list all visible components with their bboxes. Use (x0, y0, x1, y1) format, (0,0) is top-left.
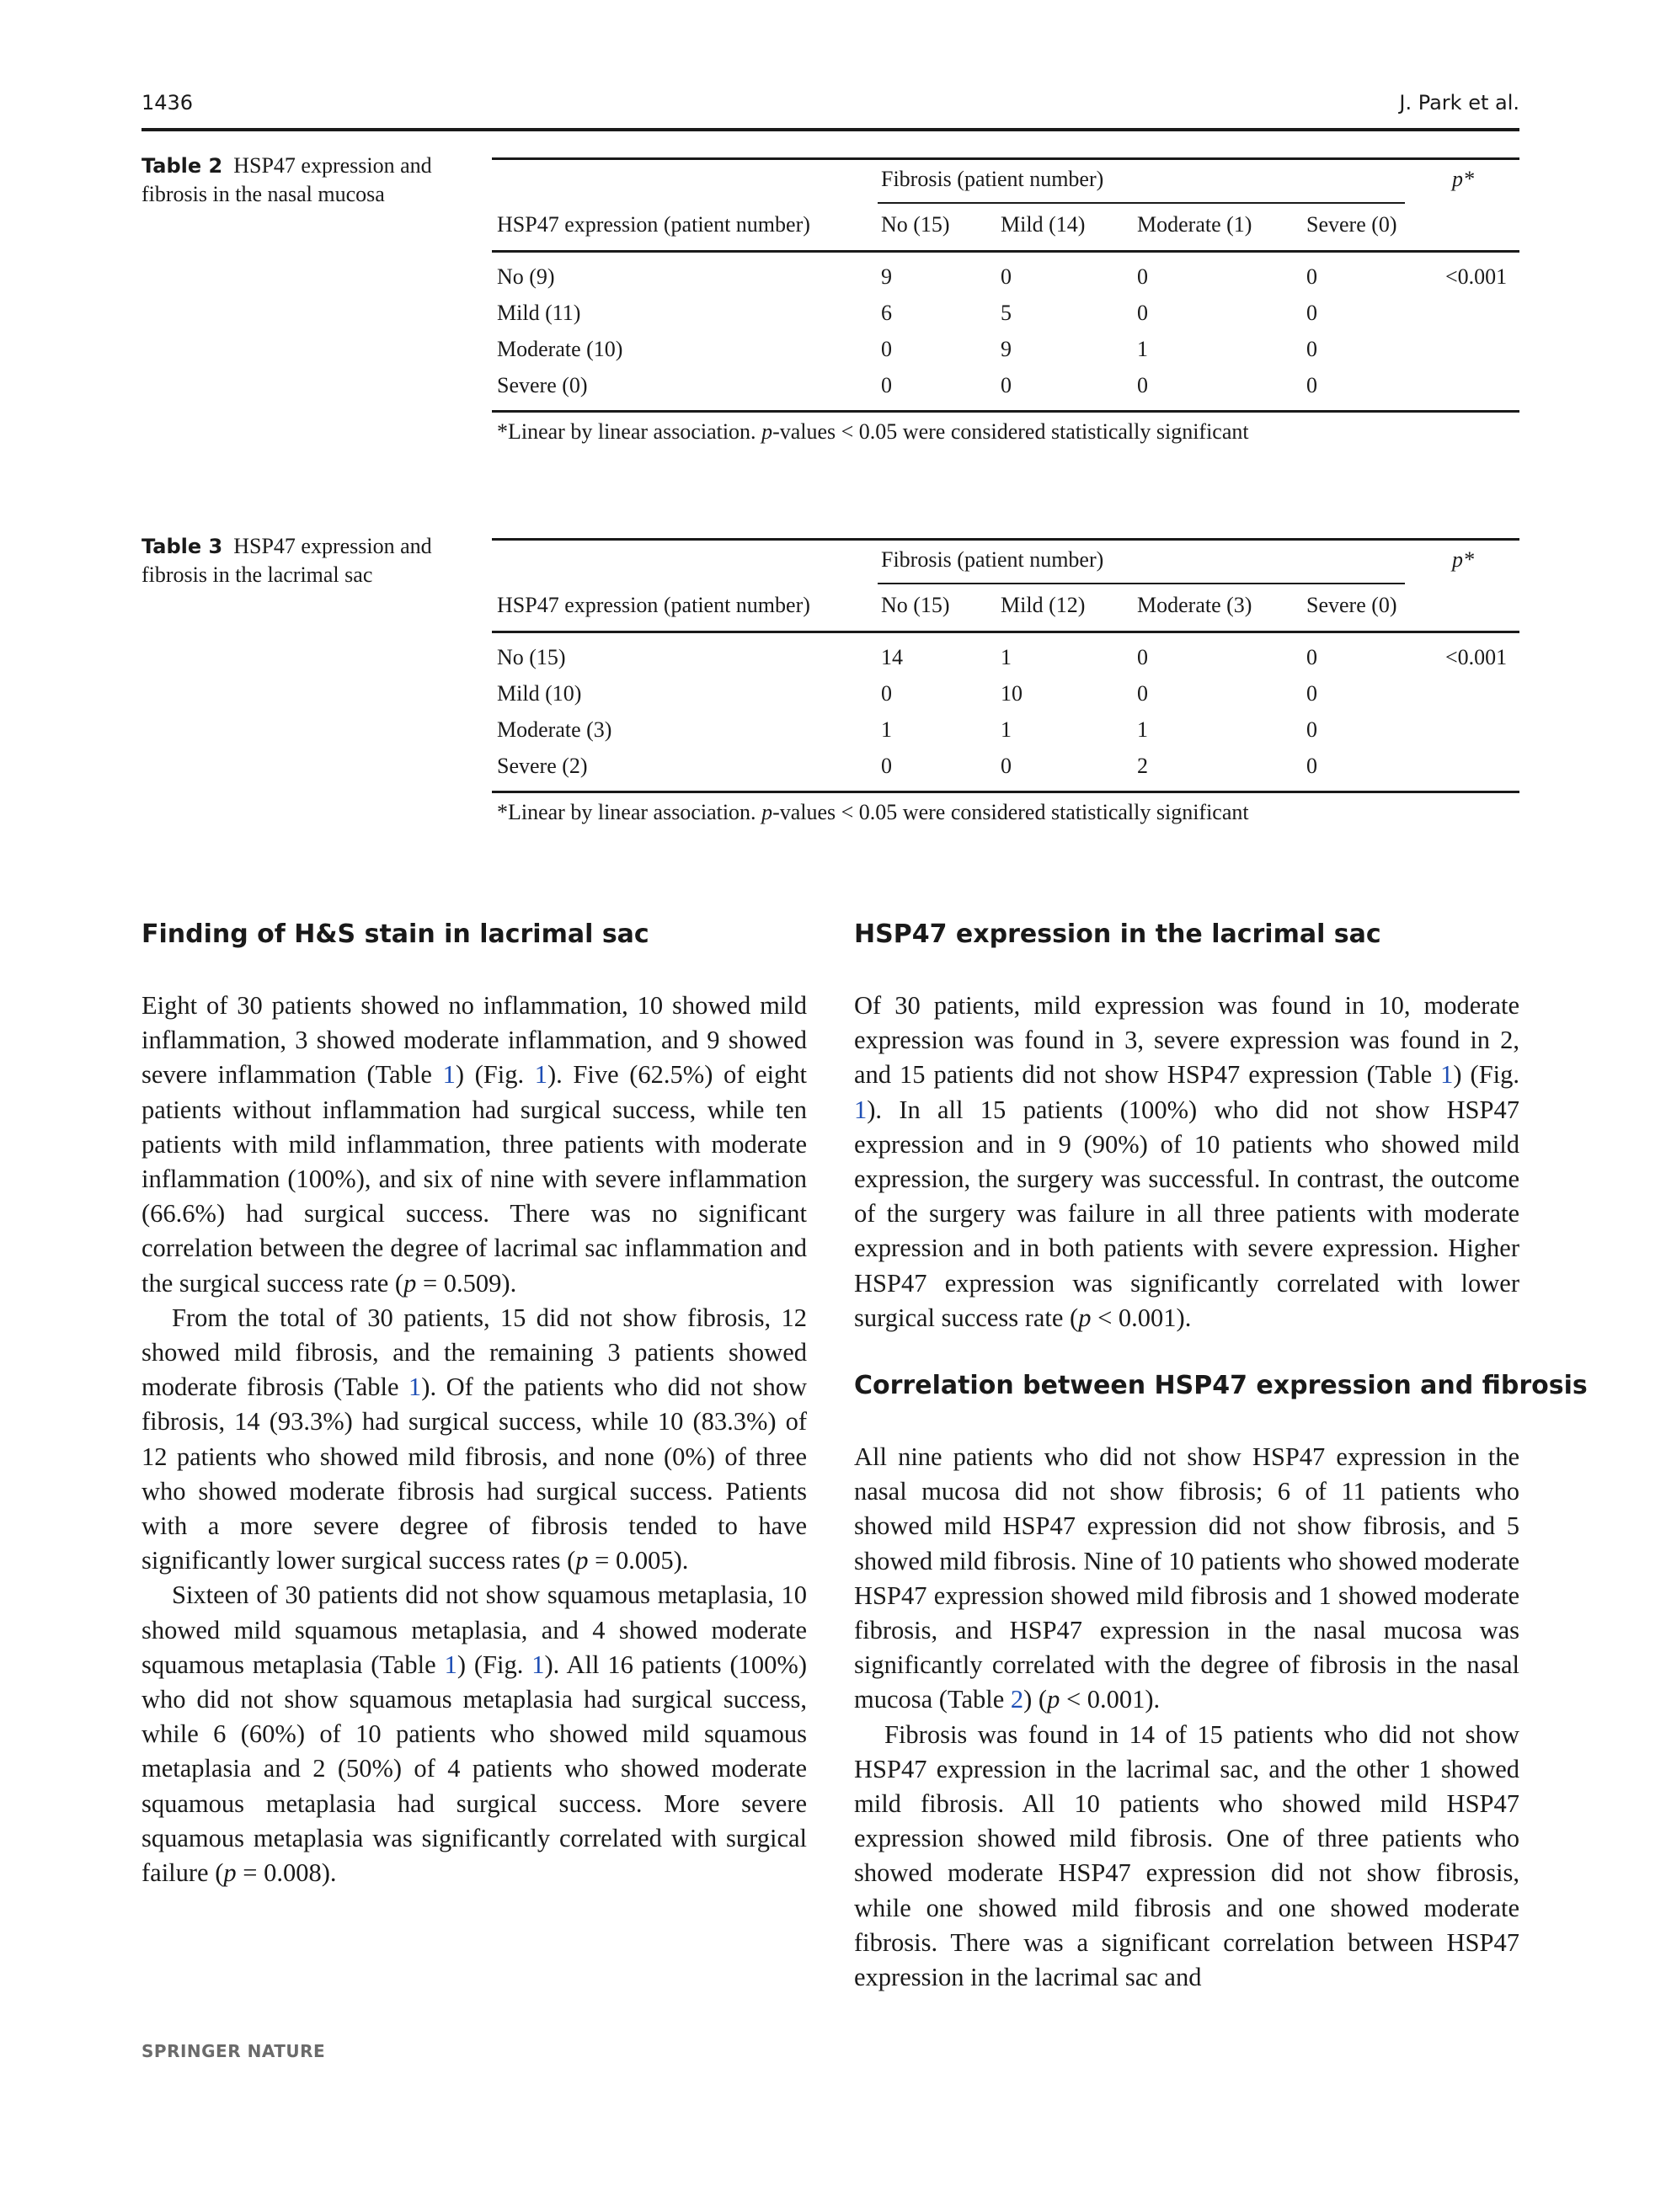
table3-cell: 2 (1137, 754, 1148, 778)
table3-footnote-text: -values < 0.05 were considered statistically significant (772, 800, 1249, 824)
table2-cell: 0 (1137, 373, 1148, 397)
table2-col-header: No (15) (881, 212, 950, 237)
table2-cell: 0 (1137, 264, 1148, 289)
table3-footnote-text: *Linear by linear association. (497, 800, 762, 824)
paragraph-text: ). In all 15 patients (100%) who did not show HSP47 expression and in 9 (90%) of 10 patients who showed mild expression, the surgery was successful. In contrast, the outcome of the surgery was failure in all three patients with moderate expression and in both patients with severe expression. Higher HSP47 expression was significantly correlated with lower surgical success rate ( (854, 1095, 1519, 1332)
paragraph-text: < 0.001). (1091, 1303, 1192, 1332)
table2-caption-text: HSP47 expression and fibrosis in the nasal mucosa (142, 153, 432, 206)
table3-span-header: Fibrosis (patient number) (881, 547, 1104, 572)
table3-cell: 1 (1001, 717, 1012, 742)
table2-cell: 9 (1001, 337, 1012, 361)
table2-col-header: Moderate (1) (1137, 212, 1252, 237)
table3-col-header: No (15) (881, 593, 950, 617)
table2-cell: 0 (1001, 373, 1012, 397)
table3-cell: 0 (881, 681, 892, 706)
paragraph-text: From the total of 30 patients, 15 did not show fibrosis, 12 showed mild fibrosis, and the remaining 3 patients showed moderate fibrosis (Table (142, 1303, 807, 1402)
table3-cell: 0 (1137, 681, 1148, 706)
p-symbol: p (1078, 1303, 1092, 1332)
table-ref-link[interactable]: 1 (408, 1373, 422, 1402)
table2-footnote-p: p (761, 419, 773, 444)
table3-header-rule (492, 631, 1519, 633)
table2-row-label: Severe (0) (497, 373, 588, 397)
table3-footnote-p: p (761, 800, 773, 824)
table3-p-header: p* (1452, 547, 1474, 572)
table3-cell: 1 (1001, 645, 1012, 669)
paragraph-text: ). Of the patients who did not show fibrosis, 14 (93.3%) had surgical success, while 10 (83.3%) of 12 patients who showed mild fibrosis, and none (0%) of three who showed moderate fibrosis had surgical success. Patients with a more severe degree of fibrosis tended to have significantly lower surgical success rates ( (142, 1373, 807, 1575)
paragraph-text: < 0.001). (1060, 1685, 1161, 1714)
table2-caption (142, 152, 462, 208)
table3-cell: 1 (881, 717, 892, 742)
table2-cell: 9 (881, 264, 892, 289)
paragraph-text: ) ( (1023, 1685, 1048, 1714)
table3-row-header: HSP47 expression (patient number) (497, 593, 810, 617)
table2-cell: 0 (881, 373, 892, 397)
table2-cell: 0 (1137, 301, 1148, 325)
section-heading-hsp47-lacrimal: HSP47 expression in the lacrimal sac (854, 919, 1381, 949)
table3-row-label: Severe (2) (497, 754, 588, 778)
table-ref-link[interactable]: 1 (442, 1060, 456, 1090)
p-symbol: p (575, 1546, 589, 1575)
paragraph-text: ) (Fig. (457, 1650, 532, 1679)
table3-cell: 0 (881, 754, 892, 778)
page-number: 1436 (142, 91, 194, 115)
paragraph (142, 989, 807, 1301)
running-author: J. Park et al. (1399, 91, 1519, 115)
paragraph-text: = 0.005). (588, 1546, 689, 1575)
table2-row-header: HSP47 expression (patient number) (497, 212, 810, 237)
table2-p-value: <0.001 (1445, 264, 1508, 289)
table2-row-label: No (9) (497, 264, 555, 289)
table3-cell: 0 (1306, 754, 1317, 778)
table3-footnote (497, 800, 1249, 825)
table3-cell: 14 (881, 645, 903, 669)
paragraph: Fibrosis was found in 14 of 15 patients who did not show HSP47 expression in the lacrimal sac, and the other 1 showed mild fibrosis. All 10 patients who showed mild HSP47 expression showed mild fibrosis. One of three patients who showed moderate HSP47 expression did not show fibrosis, while one showed mild fibrosis and one showed moderate fibrosis. There was a significant correlation between HSP47 expression in the lacrimal sac and (854, 1719, 1519, 1992)
table2-row-label: Mild (11) (497, 301, 581, 325)
table3-cell: 0 (1306, 717, 1317, 742)
paragraph (142, 1301, 807, 1579)
table2-cell: 6 (881, 301, 892, 325)
table3-cell: 0 (1001, 754, 1012, 778)
table2-col-header: Severe (0) (1306, 212, 1397, 237)
paragraph-text: = 0.509). (416, 1268, 517, 1298)
paragraph-text: ). Five (62.5%) of eight patients without inflammation had surgical success, while ten patients with mild inflammation, three patients with moderate inflammation (100%), and six of nine with severe inflammation (66.6%) had surgical success. There was no significant correlation between the degree of lacrimal sac inflammation and the surgical success rate ( (142, 1060, 808, 1298)
table3-row-label: Moderate (3) (497, 717, 612, 742)
table3-bottom-rule (492, 791, 1519, 793)
table2-label: Table 2 (142, 154, 223, 178)
section-heading-correlation: Correlation between HSP47 expression and fibrosis (854, 1371, 1588, 1400)
table2-cell: 0 (1001, 264, 1012, 289)
p-symbol: p (1047, 1685, 1060, 1714)
table2-cell: 5 (1001, 301, 1012, 325)
table3-p-value: <0.001 (1445, 645, 1508, 669)
table3-col-header: Moderate (3) (1137, 593, 1252, 617)
figure-ref-link[interactable]: 1 (534, 1060, 547, 1090)
table2-cell: 0 (1306, 301, 1317, 325)
paragraph (142, 1578, 807, 1890)
section-heading-hs-stain: Finding of H&S stain in lacrimal sac (142, 919, 649, 949)
right-column-body-2 (854, 1440, 1519, 1995)
table3-cell: 10 (1001, 681, 1023, 706)
table3-span-rule (878, 583, 1405, 584)
table3-col-header: Severe (0) (1306, 593, 1397, 617)
figure-ref-link[interactable]: 1 (531, 1650, 545, 1679)
right-column-body-1 (854, 989, 1519, 1335)
table3-caption-text: HSP47 expression and fibrosis in the lacrimal sac (142, 534, 432, 587)
table2-row-label: Moderate (10) (497, 337, 623, 361)
paragraph (854, 1440, 1519, 1718)
paragraph (854, 989, 1519, 1335)
figure-ref-link[interactable]: 1 (854, 1095, 868, 1124)
table2-header-rule (492, 250, 1519, 253)
table-ref-link[interactable]: 1 (1440, 1060, 1454, 1090)
table3-label: Table 3 (142, 535, 223, 558)
publisher-logo: SPRINGER NATURE (142, 2041, 326, 2061)
paragraph-text: = 0.008). (236, 1858, 337, 1888)
paragraph-text: Eight of 30 patients showed no inflammation, 10 showed mild inflammation, 3 showed moderate inflammation, and 9 showed severe inflammation (Table (142, 991, 807, 1090)
p-symbol: p (223, 1858, 237, 1888)
left-column-body (142, 989, 807, 1890)
paragraph-text: ). All 16 patients (100%) who did not show squamous metaplasia had surgical success, while 6 (60%) of 10 patients who showed mild squamous metaplasia and 2 (50%) of 4 patients who showed moderate squamous metaplasia had surgical success. More severe squamous metaplasia was significantly correlated with surgical failure ( (142, 1650, 807, 1888)
table2-cell: 0 (1306, 264, 1317, 289)
table2-footnote-text: *Linear by linear association. (497, 419, 762, 444)
table-ref-link[interactable]: 1 (444, 1650, 457, 1679)
table3-top-rule (492, 538, 1519, 541)
table-ref-link[interactable]: 2 (1010, 1685, 1024, 1714)
table3-cell: 0 (1306, 645, 1317, 669)
table2-cell: 1 (1137, 337, 1148, 361)
p-symbol: p (403, 1268, 417, 1298)
table3-cell: 0 (1137, 645, 1148, 669)
table3-col-header: Mild (12) (1001, 593, 1086, 617)
table2-span-rule (878, 202, 1405, 204)
table2-col-header: Mild (14) (1001, 212, 1086, 237)
table2-p-header: p* (1452, 167, 1474, 191)
paragraph-text: Of 30 patients, mild expression was found in 10, moderate expression was found in 3, severe expression was found in 2, and 15 patients did not show HSP47 expression (Table (854, 991, 1519, 1090)
table2-top-rule (492, 157, 1519, 160)
paragraph-text: ) (Fig. (1453, 1060, 1520, 1090)
table3-cell: 1 (1137, 717, 1148, 742)
page-header (142, 86, 1519, 131)
table3-caption (142, 532, 462, 589)
table2-footnote (497, 419, 1249, 445)
table2-cell: 0 (1306, 337, 1317, 361)
table3-cell: 0 (1306, 681, 1317, 706)
table2-cell: 0 (881, 337, 892, 361)
paragraph-text: All nine patients who did not show HSP47 expression in the nasal mucosa did not show fibrosis; 6 of 11 patients who showed mild HSP47 expression did not show fibrosis, and 5 showed mild fibrosis. Nine of 10 patients who showed moderate HSP47 expression showed mild fibrosis and 1 showed moderate fibrosis, and HSP47 expression in the nasal mucosa was significantly correlated with the degree of fibrosis in the nasal mucosa (Table (854, 1442, 1519, 1714)
paragraph-text: ) (Fig. (455, 1060, 535, 1090)
table2-bottom-rule (492, 410, 1519, 413)
table2-span-header: Fibrosis (patient number) (881, 167, 1104, 191)
table2-cell: 0 (1306, 373, 1317, 397)
table3-row-label: Mild (10) (497, 681, 582, 706)
table2-footnote-text: -values < 0.05 were considered statistically significant (772, 419, 1249, 444)
table3-row-label: No (15) (497, 645, 566, 669)
paragraph-text: Sixteen of 30 patients did not show squamous metaplasia, 10 showed mild squamous metaplasia, and 4 showed moderate squamous metaplasia (Table (142, 1580, 807, 1679)
